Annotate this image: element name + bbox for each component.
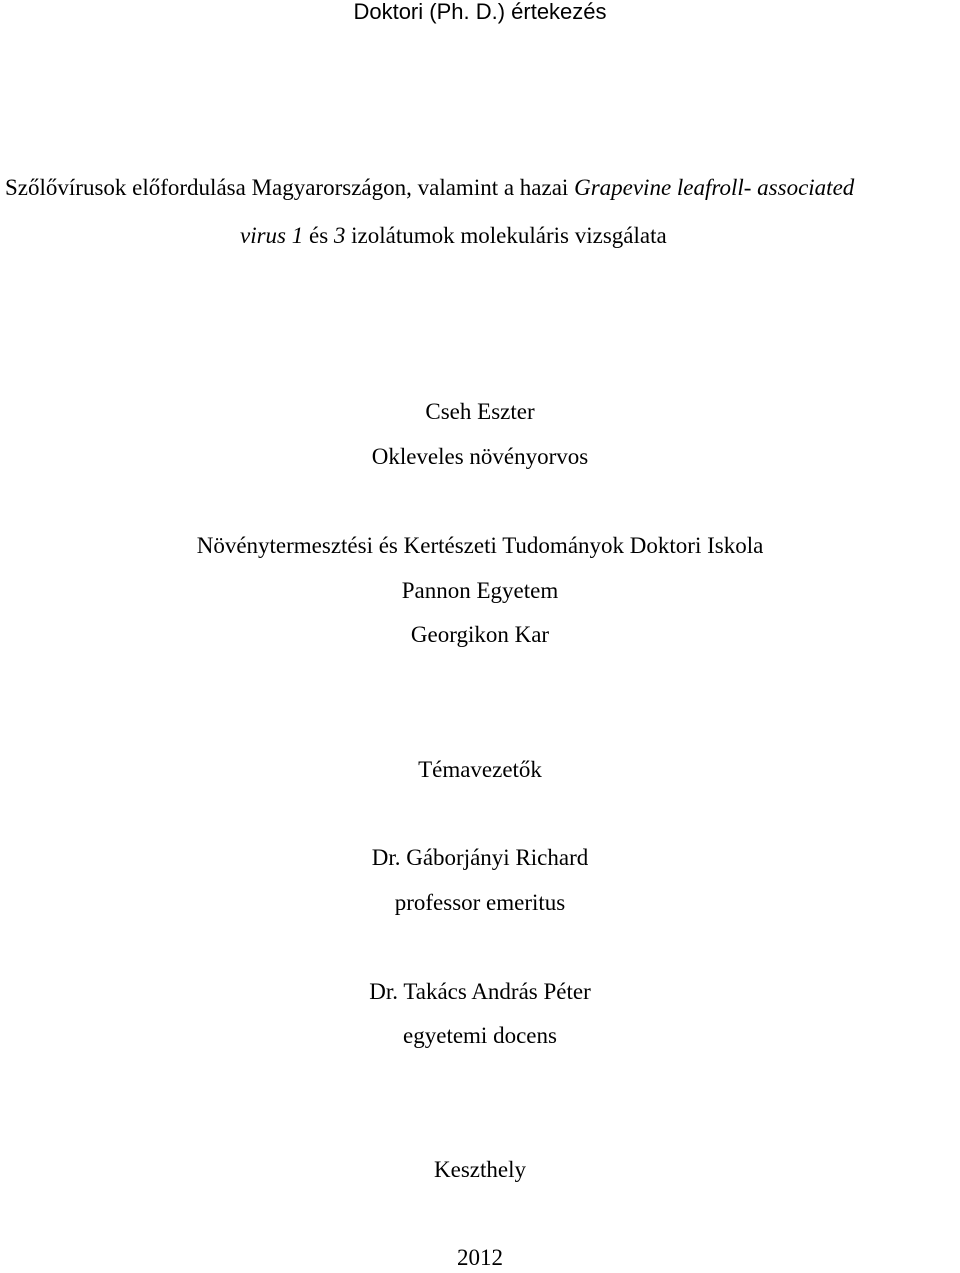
university-name: Pannon Egyetem — [401, 578, 559, 603]
document-type-header: Doktori (Ph. D.) értekezés — [353, 0, 607, 24]
title-virus-number-3: 3 — [333, 223, 346, 248]
author-name: Cseh Eszter — [425, 399, 535, 424]
faculty-name: Georgikon Kar — [410, 622, 550, 647]
author-degree: Okleveles növényorvos — [371, 444, 589, 469]
title-virus-name: Grapevine leafroll- associated — [574, 175, 855, 200]
title-prefix: Szőlővírusok előfordulása Magyarországon, valamint a hazai — [5, 175, 575, 200]
supervisor-1-name: Dr. Gáborjányi Richard — [371, 845, 589, 870]
title-suffix: izolátumok molekuláris vizsgálata — [345, 223, 667, 248]
title-virus-number-1: virus 1 — [240, 223, 304, 248]
supervisor-2-title: egyetemi docens — [403, 1023, 557, 1048]
title-and: és — [303, 223, 334, 248]
thesis-title-line-2 — [240, 221, 667, 251]
year: 2012 — [457, 1245, 503, 1270]
doctoral-school: Növénytermesztési és Kertészeti Tudományok Doktori Iskola — [196, 533, 764, 558]
thesis-title-line-1 — [5, 173, 854, 203]
place: Keszthely — [434, 1157, 526, 1182]
supervisor-1-title: professor emeritus — [394, 890, 566, 915]
supervisor-2-name: Dr. Takács András Péter — [369, 979, 591, 1004]
supervisors-heading: Témavezetők — [418, 757, 542, 782]
